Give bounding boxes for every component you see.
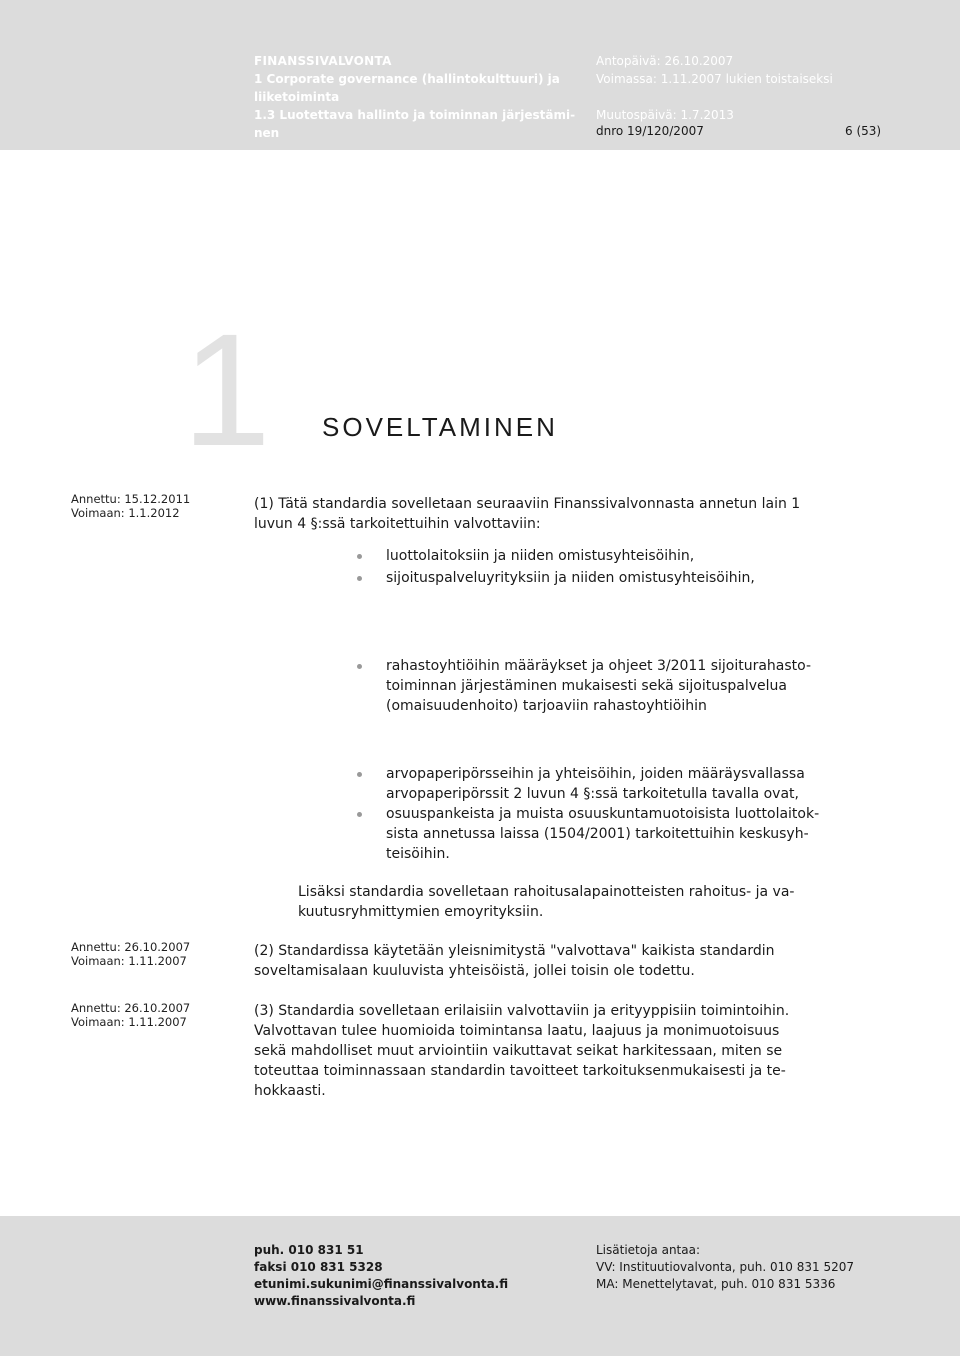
text-line: teisöihin. xyxy=(386,846,450,862)
issued-note: Annettu: 26.10.2007 xyxy=(71,940,191,954)
paragraph-1-continuation xyxy=(298,882,898,922)
record-number: dnro 19/120/2007 xyxy=(596,124,704,138)
contact-line: MA: Menettelytavat, puh. 010 831 5336 xyxy=(596,1277,836,1291)
paragraph-1 xyxy=(254,494,894,534)
email-address[interactable]: etunimi.sukunimi@finanssivalvonta.fi xyxy=(254,1277,509,1291)
bullet-icon xyxy=(357,554,362,559)
bullet-icon xyxy=(357,772,362,777)
text-line: arvopaperipörssit 2 luvun 4 §:ssä tarkoitetulla tavalla ovat, xyxy=(386,786,799,802)
margin-note xyxy=(71,492,241,520)
issued-note: Annettu: 15.12.2011 xyxy=(71,492,191,506)
text-line: Valvottavan tulee huomioida toimintansa laatu, laajuus ja monimuotoisuus xyxy=(254,1023,780,1039)
amended-date: Muutospäivä: 1.7.2013 xyxy=(596,108,734,122)
bullet-icon xyxy=(357,812,362,817)
text-line: Lisäksi standardia sovelletaan rahoitusalapainotteisten rahoitus- ja va- xyxy=(298,884,795,900)
contact-line: VV: Instituutiovalvonta, puh. 010 831 5207 xyxy=(596,1260,854,1274)
issued-date: Antopäivä: 26.10.2007 xyxy=(596,54,734,68)
effective-note: Voimaan: 1.11.2007 xyxy=(71,954,187,968)
text-line: (3) Standardia sovelletaan erilaisiin valvottaviin ja erityyppisiin toimintoihin. xyxy=(254,1003,790,1019)
bullet-icon xyxy=(357,576,362,581)
text-line: toiminnan järjestäminen mukaisesti sekä sijoituspalvelua xyxy=(386,678,787,694)
text-line: hokkaasti. xyxy=(254,1083,326,1099)
text-line: osuuspankeista ja muista osuuskuntamuotoisista luottolaitok- xyxy=(386,806,820,822)
text-line: soveltamisalaan kuuluvista yhteisöistä, jollei toisin ole todettu. xyxy=(254,963,695,979)
chapter-title: SOVELTAMINEN xyxy=(322,412,558,442)
text-line: (2) Standardissa käytetään yleisnimitystä "valvottava" kaikista standardin xyxy=(254,943,775,959)
website-link[interactable]: www.finanssivalvonta.fi xyxy=(254,1294,416,1308)
issued-note: Annettu: 26.10.2007 xyxy=(71,1001,191,1015)
text-line: rahastoyhtiöihin määräykset ja ohjeet 3/2011 sijoiturahasto- xyxy=(386,658,812,674)
text-line: (omaisuudenhoito) tarjoaviin rahastoyhtiöihin xyxy=(386,698,707,714)
fax-number: faksi 010 831 5328 xyxy=(254,1260,383,1274)
footer-contact xyxy=(254,1242,574,1310)
section-line: liiketoiminta xyxy=(254,90,340,104)
list-item xyxy=(386,656,896,716)
list-item xyxy=(386,804,896,864)
paragraph-3 xyxy=(254,1001,894,1101)
effective-note: Voimaan: 1.11.2007 xyxy=(71,1015,187,1029)
section-line: 1 Corporate governance (hallintokulttuuri) ja xyxy=(254,72,560,86)
text-line: (1) Tätä standardia sovelletaan seuraaviin Finanssivalvonnasta annetun lain 1 xyxy=(254,496,801,512)
text-line: arvopaperipörsseihin ja yhteisöihin, joiden määräysvallassa xyxy=(386,766,805,782)
paragraph-2 xyxy=(254,941,894,981)
text-line: sijoituspalveluyrityksiin ja niiden omistusyhteisöihin, xyxy=(386,570,755,586)
text-line: sista annetussa laissa (1504/2001) tarkoitettuihin keskusyh- xyxy=(386,826,809,842)
list-item xyxy=(386,568,896,588)
header-left xyxy=(254,52,584,142)
bullet-icon xyxy=(357,664,362,669)
text-line: kuutusryhmittymien emoyrityksiin. xyxy=(298,904,544,920)
phone-number: puh. 010 831 51 xyxy=(254,1243,364,1257)
text-line: sekä mahdolliset muut arviointiin vaikuttavat seikat harkitessaan, miten se xyxy=(254,1043,783,1059)
text-line: toteuttaa toiminnassaan standardin tavoitteet tarkoituksenmukaisesti ja te- xyxy=(254,1063,786,1079)
effective-note: Voimaan: 1.1.2012 xyxy=(71,506,180,520)
header-right xyxy=(596,52,926,124)
text-line: luvun 4 §:ssä tarkoitettuihin valvottaviin: xyxy=(254,516,541,532)
organization-name: FINANSSIVALVONTA xyxy=(254,54,392,68)
in-force-date: Voimassa: 1.11.2007 lukien toistaiseksi xyxy=(596,72,833,86)
margin-note xyxy=(71,1001,241,1029)
section-line: nen xyxy=(254,126,280,140)
section-line: 1.3 Luotettava hallinto ja toiminnan järjestämi- xyxy=(254,108,576,122)
list-item xyxy=(386,764,896,804)
list-item xyxy=(386,546,896,566)
footer-info xyxy=(596,1242,936,1293)
info-label: Lisätietoja antaa: xyxy=(596,1243,701,1257)
page-number: 6 (53) xyxy=(845,124,882,138)
text-line: luottolaitoksiin ja niiden omistusyhteisöihin, xyxy=(386,548,695,564)
margin-note xyxy=(71,940,241,968)
chapter-number: 1 xyxy=(182,300,271,479)
